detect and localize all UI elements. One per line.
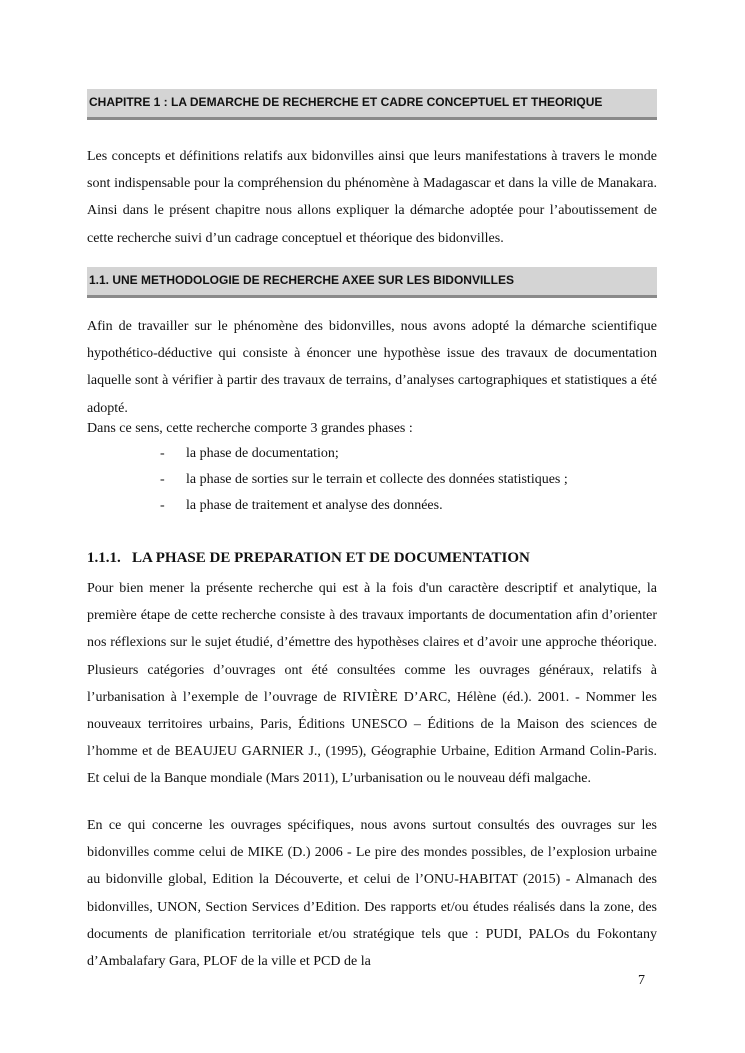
bullet-marker: - bbox=[160, 472, 165, 487]
chapter-intro-paragraph: Les concepts et définitions relatifs aux bidonvilles ainsi que leurs manifestations à travers le monde sont indispensable pour la compréhension du phénomène à Madagascar et dans la ville de Manakara. Ainsi dans le présent chapitre nous allons expliquer la démarche adoptée pour l’aboutissement de cette recherche suivi d’un cadrage conceptuel et théorique des bidonvilles. bbox=[87, 149, 657, 246]
methodology-paragraph: Afin de travailler sur le phénomène des bidonvilles, nous avons adopté la démarche scientifique hypothético-déductive qui consiste à énoncer une hypothèse issue des travaux de documentation laquelle sont à vérifier à partir des travaux de terrains, d’analyses cartographiques et statistiques a été adopté. bbox=[87, 319, 657, 416]
list-item bbox=[160, 497, 443, 515]
phases-intro-paragraph: Dans ce sens, cette recherche comporte 3 grandes phases : bbox=[87, 421, 413, 436]
subsection-heading bbox=[87, 549, 530, 567]
phase-item-text: la phase de traitement et analyse des données. bbox=[186, 498, 443, 513]
list-item bbox=[160, 445, 339, 463]
bullet-marker: - bbox=[160, 498, 165, 513]
bullet-marker: - bbox=[160, 446, 165, 461]
specific-works-paragraph: En ce qui concerne les ouvrages spécifiques, nous avons surtout consultés des ouvrages sur les bidonvilles comme celui de MIKE (D.) 2006 - Le pire des mondes possibles, de l’explosion urbaine au bidonville global, Edition la Découverte, et celui de l’ONU-HABITAT (2015) - Almanach des bidonvilles, UNON, Section Services d’Edition. Des rapports et/ou études réalisés dans la zone, des documents de planification territoriale et/ou stratégique tels que : PUDI, PALOs du Fokontany d’Ambalafary Gara, PLOF de la ville et PCD de la bbox=[87, 818, 657, 970]
chapter-heading: CHAPITRE 1 : LA DEMARCHE DE RECHERCHE ET CADRE CONCEPTUEL ET THEORIQUE bbox=[87, 89, 657, 120]
page-number: 7 bbox=[638, 973, 645, 988]
section-heading: 1.1. UNE METHODOLOGIE DE RECHERCHE AXEE SUR LES BIDONVILLES bbox=[87, 267, 657, 298]
subsection-number: 1.1.1. bbox=[87, 550, 121, 566]
phase-item-text: la phase de documentation; bbox=[186, 446, 339, 461]
phase-item-text: la phase de sorties sur le terrain et collecte des données statistiques ; bbox=[186, 472, 568, 487]
list-item bbox=[160, 471, 568, 489]
subsection-title: LA PHASE DE PREPARATION ET DE DOCUMENTATION bbox=[132, 550, 530, 566]
documentation-paragraph: Pour bien mener la présente recherche qui est à la fois d'un caractère descriptif et analytique, la première étape de cette recherche consiste à des travaux importants de documentation afin d’orienter nos réflexions sur le sujet étudié, d’émettre des hypothèses claires et d’avoir une approche théorique. Plusieurs catégories d’ouvrages ont été consultées comme les ouvrages généraux, relatifs à l’urbanisation à l’exemple de l’ouvrage de RIVIÈRE D’ARC, Hélène (éd.). 2001. - Nommer les nouveaux territoires urbains, Paris, Éditions UNESCO – Éditions de la Maison des sciences de l’homme et de BEAUJEU GARNIER J., (1995), Géographie Urbaine, Edition Armand Colin-Paris. Et celui de la Banque mondiale (Mars 2011), L’urbanisation ou le nouveau défi malgache. bbox=[87, 581, 657, 787]
